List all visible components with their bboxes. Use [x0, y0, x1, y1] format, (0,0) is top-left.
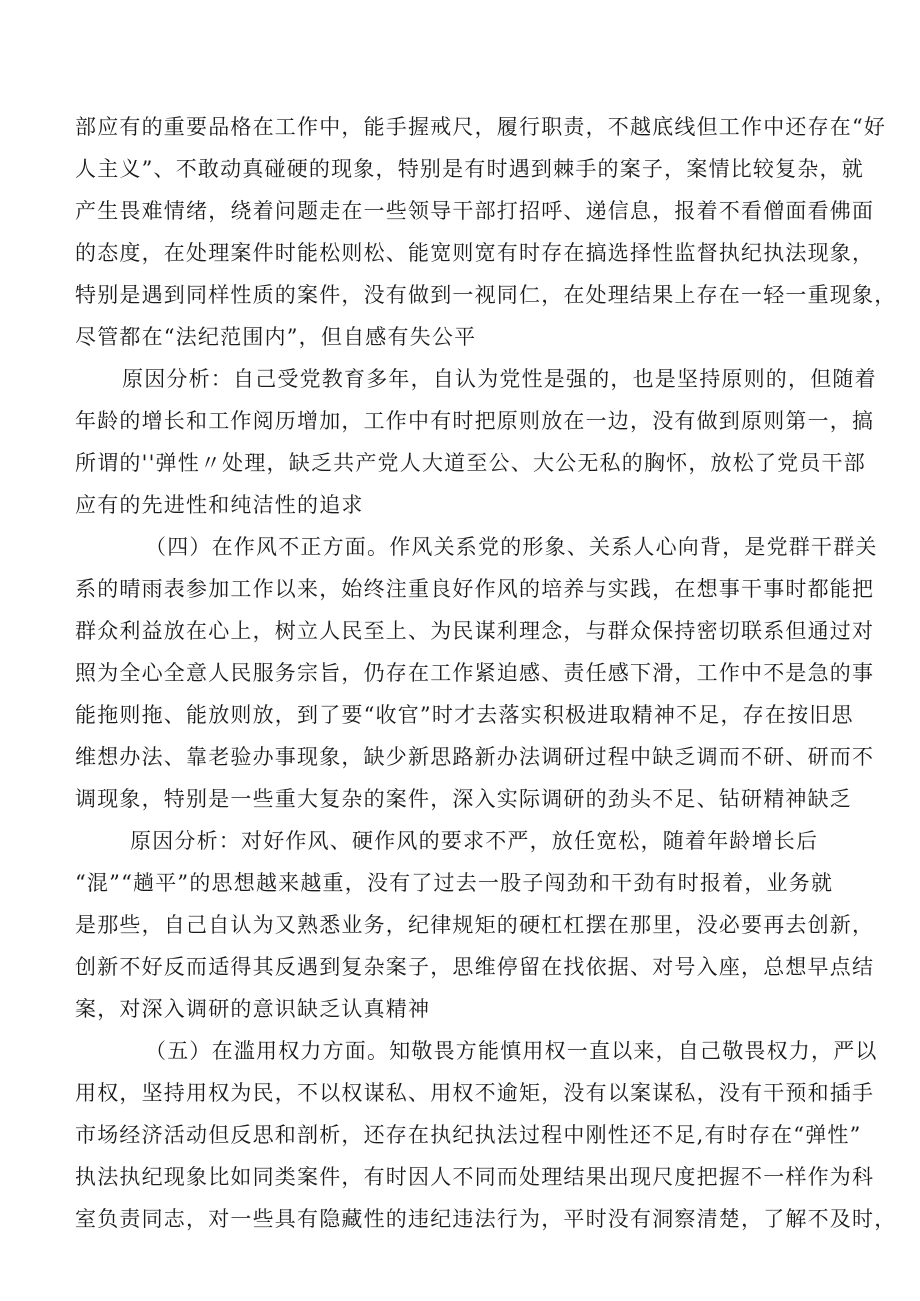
text-line: 用权，坚持用权为民，不以权谋私、用权不逾矩，没有以案谋私，没有干预和插手	[75, 1081, 875, 1105]
text-line: 年龄的增长和工作阅历增加，工作中有时把原则放在一边，没有做到原则第一，搞	[75, 409, 875, 433]
text-line: 是那些，自己自认为又熟悉业务，纪律规矩的硬杠杠摆在那里，没必要再去创新，	[75, 913, 875, 937]
text-line: 调现象，特别是一些重大复杂的案件，深入实际调研的劲头不足、钻研精神缺乏	[75, 787, 852, 811]
text-line: 应有的先进性和纯洁性的追求	[75, 493, 364, 517]
text-line: 的态度，在处理案件时能松则松、能宽则宽有时存在搞选择性监督执纪执法现象，	[75, 241, 875, 265]
text-line: 照为全心全意人民服务宗旨，仍存在工作紧迫感、责任感下滑，工作中不是急的事	[75, 661, 875, 685]
text-line: 系的晴雨表参加工作以来，始终注重良好作风的培养与实践，在想事干事时都能把	[75, 577, 875, 601]
text-line: 市场经济活动但反思和剖析，还存在执纪执法过程中刚性还不足,有时存在“弹性”	[75, 1123, 862, 1147]
text-line: 创新不好反而适得其反遇到复杂案子，思维停留在找依据、对号入座，总想早点结	[75, 955, 875, 979]
text-line: 维想办法、靠老验办事现象，缺少新思路新办法调研过程中缺乏调而不研、研而不	[75, 745, 875, 769]
text-line: 产生畏难情绪，绕着问题走在一些领导干部打招呼、递信息，报着不看僧面看佛面	[75, 199, 875, 223]
text-line: 群众利益放在心上，树立人民至上、为民谋利理念，与群众保持密切联系但通过对	[75, 619, 875, 643]
text-line: 人主义”、不敢动真碰硬的现象，特别是有时遇到棘手的案子，案情比较复杂，就	[75, 157, 864, 181]
text-line: 执法执纪现象比如同类案件，有时因人不同而处理结果出现尺度把握不一样作为科	[75, 1165, 875, 1189]
text-line: 所谓的''弹性〃处理，缺乏共产党人大道至公、大公无私的胸怀，放松了党员干部	[75, 451, 866, 475]
text-line: “混”“趟平”的思想越来越重，没有了过去一股子闯劲和干劲有时报着，业务就	[75, 871, 834, 895]
text-line: 能拖则拖、能放则放，到了要“收官”时才去落实积极进取精神不足，存在按旧思	[75, 703, 854, 727]
text-line: 尽管都在“法纪范围内”，但自感有失公平	[75, 325, 477, 349]
section-heading-line: （四）在作风不正方面。作风关系党的形象、关系人心向背，是党群干群关	[145, 535, 878, 559]
paragraph-first-line: 原因分析：自己受党教育多年，自认为党性是强的，也是坚持原则的，但随着	[122, 367, 877, 391]
text-line: 室负责同志，对一些具有隐藏性的违纪违法行为，平时没有洞察清楚，了解不及时，	[75, 1207, 897, 1231]
text-line: 部应有的重要品格在工作中，能手握戒尺，履行职责，不越底线但工作中还存在“好	[75, 115, 887, 139]
paragraph-first-line: 原因分析：对好作风、硬作风的要求不严，放任宽松，随着年龄增长后	[130, 829, 819, 853]
section-heading-line: （五）在滥用权力方面。知敬畏方能慎用权一直以来，自己敬畏权力，严以	[145, 1039, 878, 1063]
text-line: 案，对深入调研的意识缺乏认真精神	[75, 997, 431, 1021]
text-line: 特别是遇到同样性质的案件，没有做到一视同仁，在处理结果上存在一轻一重现象，	[75, 283, 897, 307]
